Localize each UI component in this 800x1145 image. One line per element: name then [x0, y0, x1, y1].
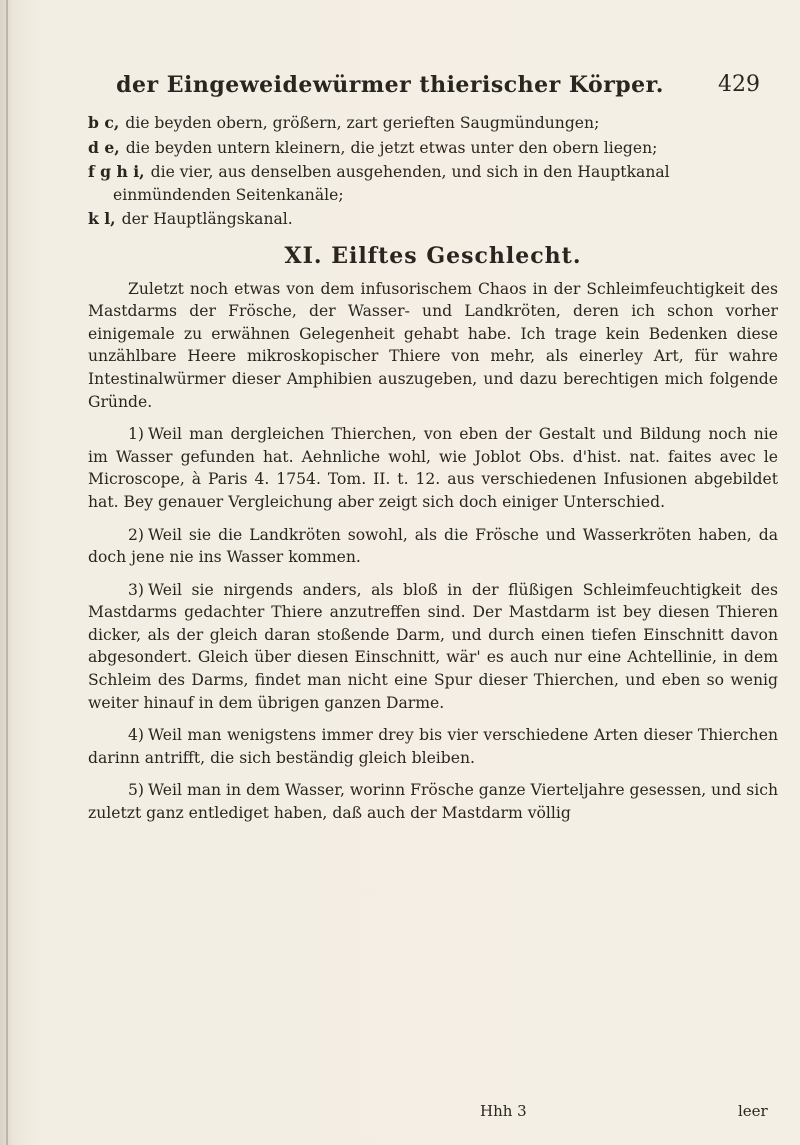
- reason-paragraph: [88, 524, 778, 569]
- legend-text: der Hauptlängskanal.: [121, 210, 293, 229]
- reason-text: Weil sie nirgends anders, als bloß in der flüßigen Schleimfeuchtigkeit des Mastdarms gedachter Thiere anzutreffen sind. Der Mastdarm ist bey diesen Thieren dicker, als der gleich daran stoßende Darm, und durch einen tiefen Einschnitt davon abgesondert. Gleich über diesen Einschnitt, wär' es auch nur eine Achtellinie, in dem Schleim des Darms, findet man nicht eine Spur dieser Thierchen, und eben so wenig weiter hinauf in dem übrigen ganzen Darme.: [88, 580, 778, 712]
- reason-text: Weil man in dem Wasser, worinn Frösche ganze Vierteljahre gesessen, und sich zuletzt ganz entlediget haben, daß auch der Mastdarm völlig: [88, 781, 778, 823]
- page-header: [90, 72, 770, 102]
- page-content: [88, 112, 778, 835]
- legend-text: die beyden obern, größern, zart gerieften Saugmündungen;: [125, 114, 600, 132]
- legend-labels: k l,: [88, 209, 116, 229]
- reason-number: 2): [128, 525, 145, 544]
- reason-number: 4): [128, 726, 145, 745]
- figure-legend: [88, 112, 778, 231]
- legend-item: [88, 161, 778, 206]
- reason-number: 3): [128, 580, 145, 599]
- legend-item: [88, 112, 778, 135]
- legend-labels: d e,: [88, 137, 120, 157]
- section-title: XI. Eilftes Geschlecht.: [284, 242, 582, 269]
- legend-labels: b c,: [88, 113, 120, 132]
- reason-paragraph: [88, 579, 778, 715]
- reason-number: 1): [128, 425, 145, 444]
- binding-gutter: [6, 0, 8, 1145]
- reason-text: Weil man dergleichen Thierchen, von eben der Gestalt und Bildung noch nie im Wasser gefunden hat. Aehnliche wohl, wie Joblot Obs. d'hist. nat. faites avec le Microscope, à Paris 4. 1754. Tom. II. t. 12. aus verschiedenen Infusionen abgebildet hat. Bey genauer Vergleichung aber zeigt sich doch einiger Unterschied.: [88, 425, 778, 511]
- signature-mark: Hhh 3: [480, 1102, 527, 1120]
- catchword: leer: [738, 1102, 768, 1120]
- reason-paragraph: [88, 724, 778, 769]
- legend-item: [88, 208, 778, 231]
- page-number: 429: [718, 72, 760, 97]
- legend-text: die vier, aus denselben ausgehenden, und sich in den Hauptkanal einmündenden Seitenkanäle;: [113, 163, 670, 204]
- legend-item: [88, 137, 778, 160]
- reason-paragraph: [88, 779, 778, 824]
- legend-labels: f g h i,: [88, 162, 145, 182]
- running-head: der Eingeweidewürmer thierischer Körper.: [116, 72, 664, 98]
- reason-paragraph: [88, 423, 778, 513]
- reason-text: Weil man wenigstens immer drey bis vier verschiedene Arten dieser Thierchen darinn antrifft, die sich beständig gleich bleiben.: [88, 726, 778, 767]
- reason-text: Weil sie die Landkröten sowohl, als die Frösche und Wasserkröten haben, da doch jene nie ins Wasser kommen.: [88, 525, 778, 567]
- intro-paragraph: Zuletzt noch etwas von dem infusorischem Chaos in der Schleimfeuchtigkeit des Mastdarms der Frösche, der Wasser- und Landkröten, deren ich schon vorher einigemale zu erwähnen Gelegenheit gehabt habe. Ich trage kein Bedenken diese unzählbare Heere mikroskopischer Thiere von mehr, als einerley Art, für wahre Intestinalwürmer dieser Amphibien auszugeben, und dazu berechtigen mich folgende Gründe.: [88, 279, 778, 411]
- legend-text: die beyden untern kleinern, die jetzt etwas unter den obern liegen;: [125, 138, 658, 157]
- reason-number: 5): [128, 781, 145, 800]
